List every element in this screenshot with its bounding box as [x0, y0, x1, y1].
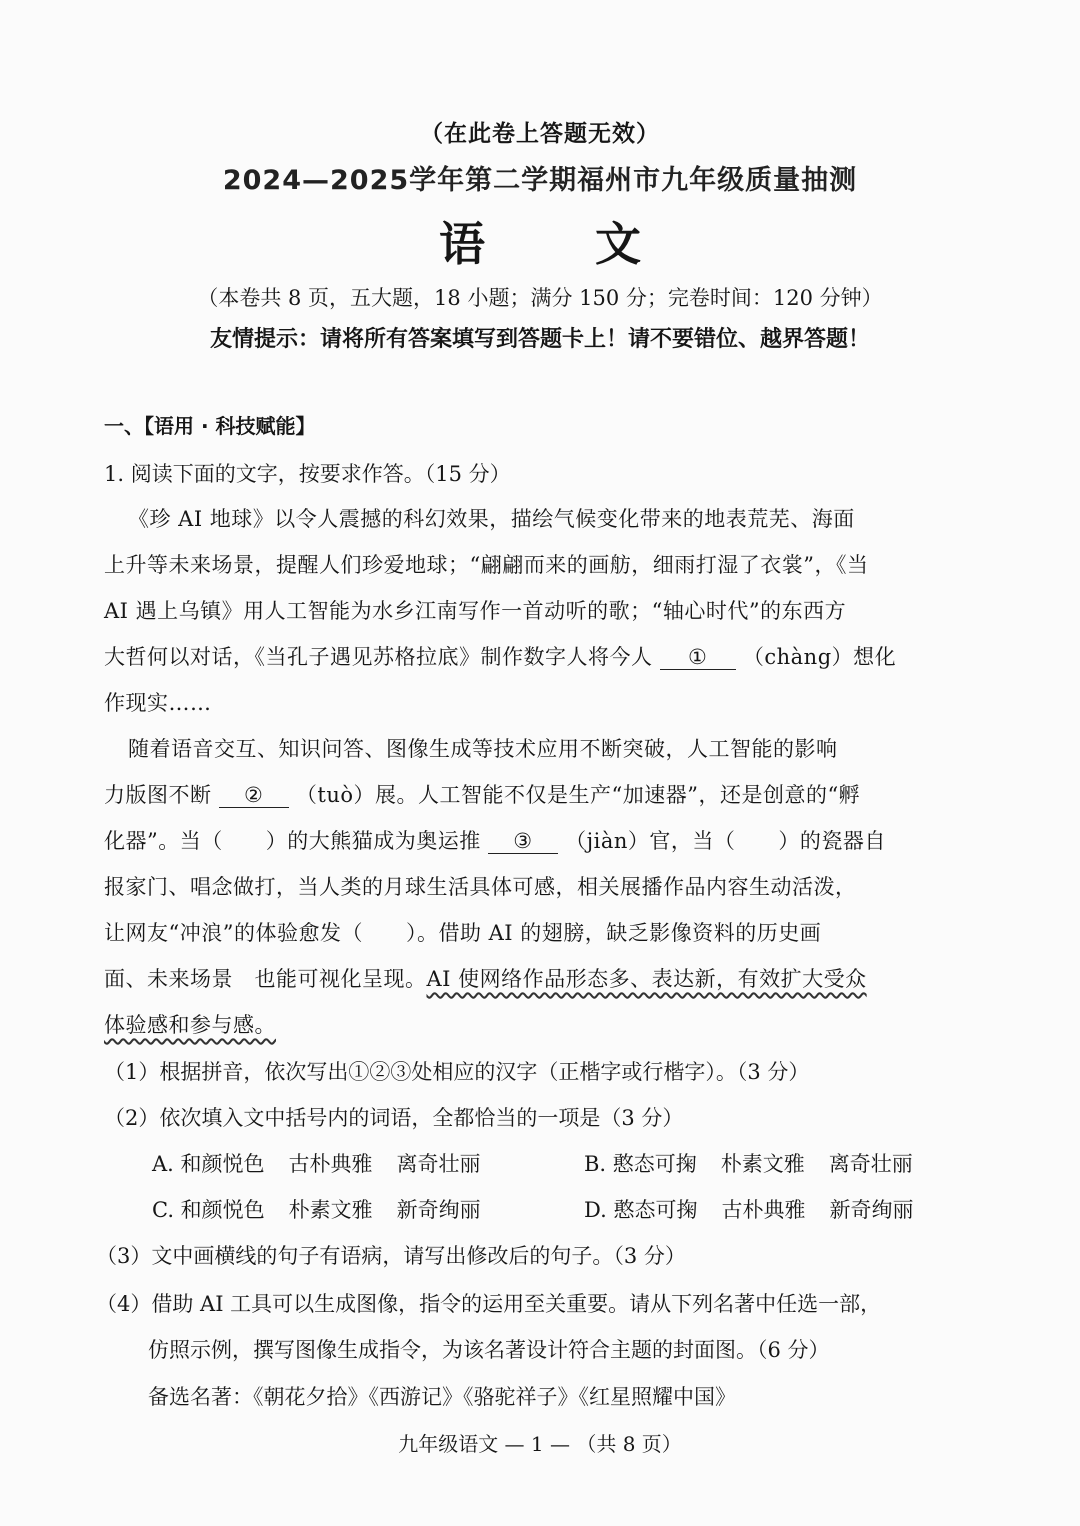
passage-line — [104, 825, 886, 855]
option-b-word-1: B. 憨态可掬 — [584, 1152, 697, 1176]
passage-text: 面、未来场景 也能可视化呈现。 — [104, 967, 427, 991]
option-b — [584, 1148, 937, 1178]
passage-text: （chàng）想化 — [742, 645, 897, 669]
subject-title — [0, 208, 1080, 274]
section-heading: 一、【语用 · 科技赋能】 — [104, 414, 316, 438]
option-b-word-3: 离奇壮丽 — [828, 1152, 913, 1176]
option-a-word-3: 离奇壮丽 — [396, 1152, 481, 1176]
passage-line — [104, 1009, 276, 1039]
passage-line: 作现实…… — [104, 691, 212, 715]
passage-text: 大哲何以对话，《当孔子遇见苏格拉底》制作数字人将今人 — [104, 645, 653, 669]
underlined-sentence-end: 体验感和参与感。 — [104, 1013, 276, 1037]
passage-line — [104, 963, 867, 993]
sub-question-3: （3）文中画横线的句子有语病，请写出修改后的句子。（3 分） — [96, 1244, 686, 1268]
passage-line — [104, 641, 896, 671]
blank-1: ① — [660, 645, 736, 670]
option-d-word-1: D. 憨态可掬 — [584, 1198, 698, 1222]
exam-title: 2024—2025学年第二学期福州市九年级质量抽测 — [222, 165, 858, 196]
option-b-word-2: 朴素文雅 — [720, 1152, 805, 1176]
friendly-tip: 友情提示：请将所有答案填写到答题卡上！请不要错位、越界答题！ — [209, 327, 870, 352]
sub-question-2: （2）依次填入文中括号内的词语，全都恰当的一项是（3 分） — [104, 1106, 684, 1130]
passage-line — [104, 779, 860, 809]
sub-question-4: （4）借助 AI 工具可以生成图像，指令的运用至关重要。请从下列名著中任选一部， — [96, 1292, 882, 1316]
passage-text: 化器”。当（ ）的大熊猫成为奥运推 — [104, 829, 481, 853]
passage-line: AI 遇上乌镇》用人工智能为水乡江南写作一首动听的歌；“轴心时代”的东西方 — [104, 599, 847, 623]
notice: （在此卷上答题无效） — [420, 121, 660, 147]
passage-line: 让网友“冲浪”的体验愈发（ ）。借助 AI 的翅膀，缺乏影像资料的历史画 — [104, 921, 822, 945]
option-a — [152, 1148, 505, 1178]
option-a-word-1: A. 和颜悦色 — [152, 1152, 265, 1176]
passage-text: （tuò）展。人工智能不仅是生产“加速器”，还是创意的“孵 — [295, 783, 861, 807]
passage-text: （jiàn）官，当（ ）的瓷器自 — [565, 829, 886, 853]
sub-question-1: （1）根据拼音，依次写出①②③处相应的汉字（正楷字或行楷字）。（3 分） — [104, 1060, 810, 1084]
book-list: 备选名著：《朝花夕拾》《西游记》《骆驼祥子》《红星照耀中国》 — [148, 1385, 736, 1409]
passage-line: 上升等未来场景，提醒人们珍爱地球；“翩翩而来的画舫，细雨打湿了衣裳”，《当 — [104, 553, 869, 577]
blank-2: ② — [219, 783, 289, 808]
question-1: 1. 阅读下面的文字，按要求作答。（15 分） — [104, 462, 511, 486]
option-c-word-3: 新奇绚丽 — [396, 1198, 481, 1222]
passage-line: 《珍 AI 地球》以令人震撼的科幻效果，描绘气候变化带来的地表荒芜、海面 — [128, 507, 855, 531]
passage-text: 力版图不断 — [104, 783, 212, 807]
subject-char-2: 文 — [595, 217, 641, 271]
option-c — [152, 1194, 505, 1224]
subject-char-1: 语 — [439, 217, 485, 271]
passage-line: 随着语音交互、知识问答、图像生成等技术应用不断突破，人工智能的影响 — [128, 737, 838, 761]
passage-line: 报家门、唱念做打，当人类的月球生活具体可感，相关展播作品内容生动活泼， — [104, 875, 857, 899]
page-footer: 九年级语文 — 1 — （共 8 页） — [398, 1432, 682, 1456]
exam-info: （本卷共 8 页，五大题，18 小题；满分 150 分；完卷时间：120 分钟） — [197, 286, 883, 310]
option-c-word-1: C. 和颜悦色 — [152, 1198, 265, 1222]
option-d-word-2: 古朴典雅 — [721, 1198, 806, 1222]
sub-question-4-cont: 仿照示例，撰写图像生成指令，为该名著设计符合主题的封面图。（6 分） — [148, 1338, 830, 1362]
option-d-word-3: 新奇绚丽 — [829, 1198, 914, 1222]
option-d — [584, 1194, 937, 1224]
underlined-sentence: AI 使网络作品形态多、表达新，有效扩大受众 — [426, 967, 867, 991]
option-a-word-2: 古朴典雅 — [288, 1152, 373, 1176]
option-c-word-2: 朴素文雅 — [288, 1198, 373, 1222]
blank-3: ③ — [488, 829, 558, 854]
